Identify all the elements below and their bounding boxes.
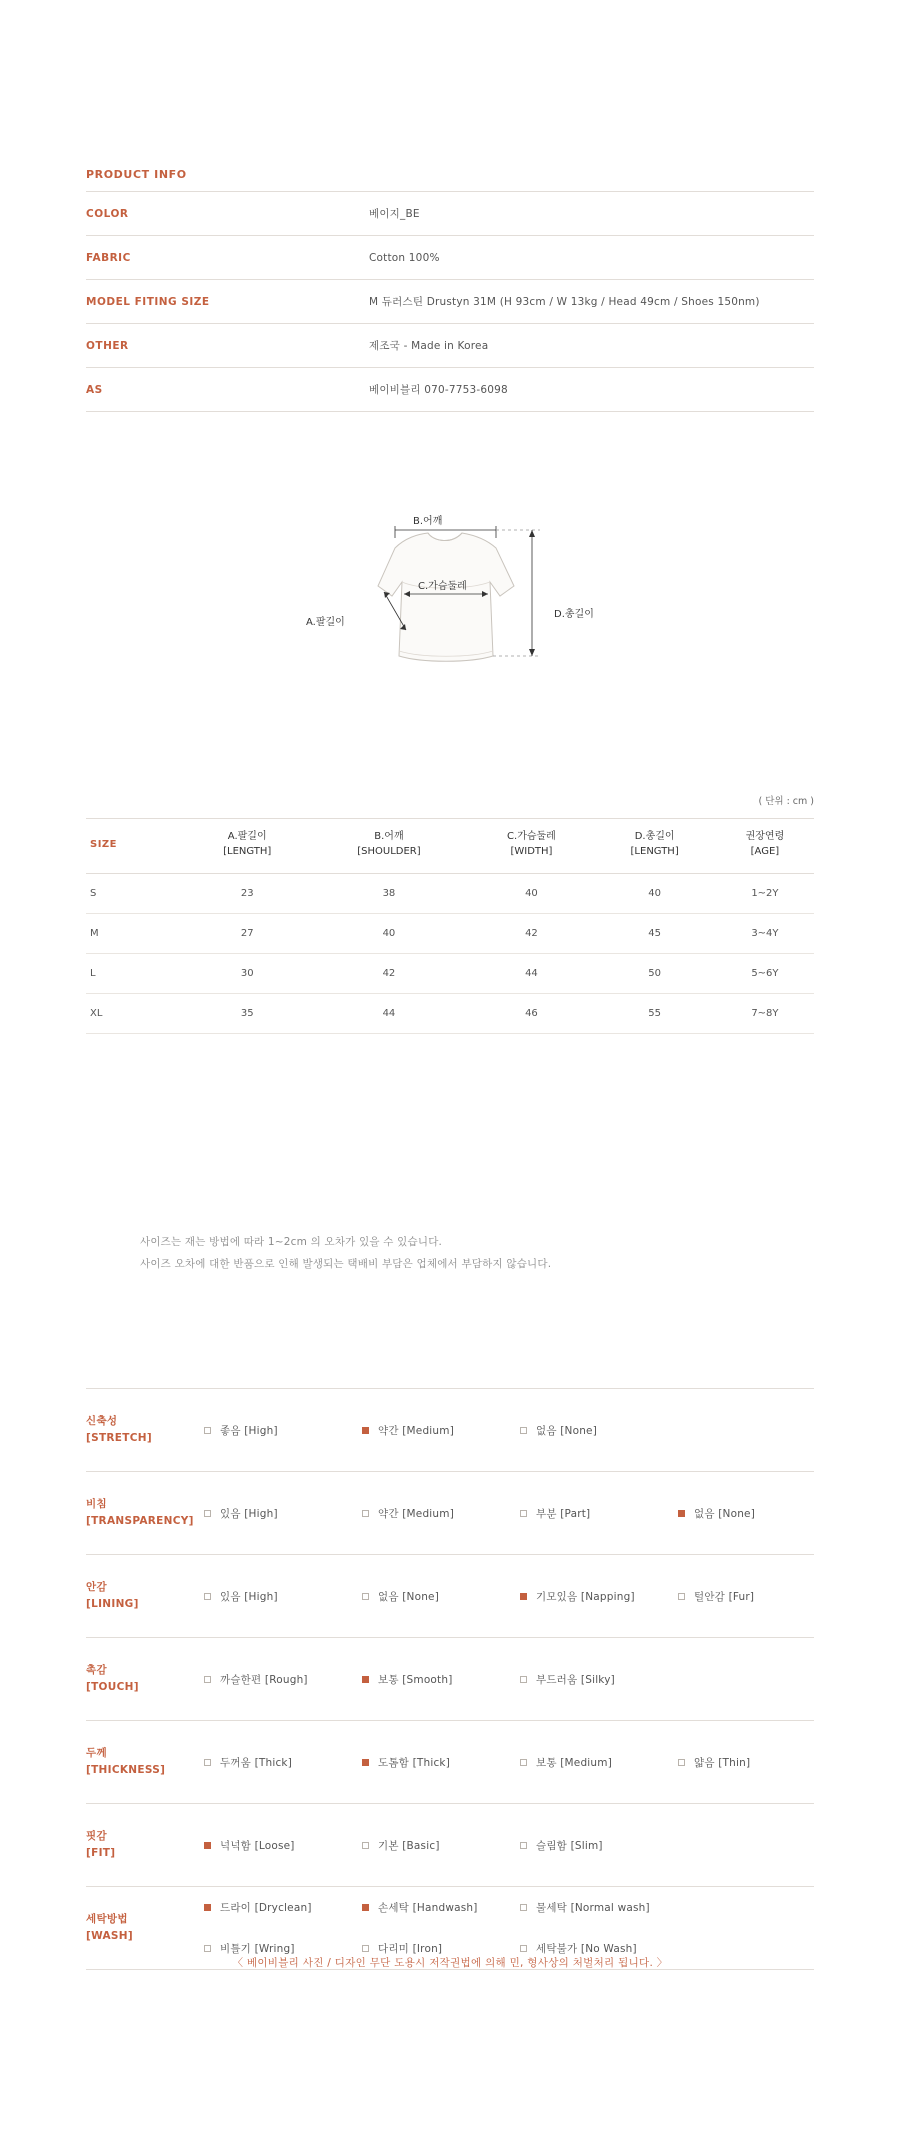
spec-option-label: 다리미 [Iron] [378, 1943, 443, 1955]
spec-option-label: 까슬한편 [Rough] [220, 1673, 308, 1686]
spec-label-wash [86, 1911, 204, 1945]
spec-option-line [204, 1506, 836, 1521]
header-sub: [LENGTH] [223, 846, 272, 857]
spec-options-wash [204, 1900, 814, 1956]
spec-label-en: [TRANSPARENCY] [86, 1515, 194, 1527]
garment-measurement-diagram [300, 516, 630, 720]
header-main: B.어깨 [374, 831, 404, 842]
spec-option[interactable] [520, 1900, 678, 1915]
checkbox-icon[interactable] [520, 1676, 527, 1683]
spec-option-label: 보통 [Smooth] [378, 1673, 453, 1686]
spec-label-fit [86, 1828, 204, 1862]
cell-shoulder: 44 [308, 994, 469, 1034]
spec-options-stretch [204, 1423, 814, 1438]
cell-length: 50 [593, 954, 715, 994]
cell-shoulder: 38 [308, 874, 469, 914]
checkbox-icon[interactable] [520, 1842, 527, 1849]
table-row [86, 914, 814, 954]
spec-label-ko: 촉감 [86, 1664, 107, 1677]
spec-option-line [204, 1838, 814, 1853]
spec-option-label: 비틀기 [Wring] [220, 1943, 295, 1955]
diagram-label-chest: C.가슴둘레 [418, 581, 467, 592]
spec-option[interactable] [204, 1423, 362, 1438]
cell-sleeve: 35 [186, 994, 308, 1034]
copyright-footer: 〈 베이비블리 사진 / 디자인 무단 도용시 저작권법에 의해 민, 형사상의 처벌처리 됩니다. 〉 [232, 1957, 668, 1969]
checkbox-icon[interactable] [204, 1510, 211, 1517]
spec-row-touch [86, 1638, 814, 1721]
cell-width: 44 [469, 954, 593, 994]
spec-option[interactable] [204, 1589, 362, 1604]
spec-option-label: 있음 [High] [220, 1507, 278, 1520]
spec-options-touch [204, 1672, 814, 1687]
spec-options-transparency [204, 1506, 836, 1521]
spec-option[interactable] [362, 1755, 520, 1770]
header-sub: [WIDTH] [510, 846, 553, 857]
spec-option[interactable] [362, 1423, 520, 1438]
cell-length: 40 [593, 874, 715, 914]
size-unit-note: ( 단위 : cm ) [758, 796, 814, 807]
spec-label-thickness [86, 1745, 204, 1779]
header-main: C.가슴둘레 [507, 831, 556, 842]
spec-label-ko: 핏감 [86, 1830, 107, 1843]
spec-options-lining [204, 1589, 836, 1604]
spec-option[interactable] [678, 1589, 836, 1604]
size-chart-header-width [469, 819, 593, 874]
cell-length: 45 [593, 914, 715, 954]
spec-option-label: 세탁불가 [No Wash] [536, 1943, 637, 1955]
spec-option[interactable] [204, 1941, 362, 1956]
cell-age: 7~8Y [716, 994, 814, 1034]
spec-option-label: 넉넉함 [Loose] [220, 1839, 295, 1852]
spec-option[interactable] [204, 1672, 362, 1687]
spec-option[interactable] [520, 1838, 678, 1853]
spec-option[interactable] [204, 1506, 362, 1521]
spec-row-thickness [86, 1721, 814, 1804]
spec-row-stretch [86, 1389, 814, 1472]
checkbox-icon[interactable] [520, 1904, 527, 1911]
cell-size: XL [86, 994, 186, 1034]
spec-label-en: [LINING] [86, 1598, 139, 1610]
checkbox-icon[interactable] [204, 1427, 211, 1434]
checkbox-icon[interactable] [204, 1945, 211, 1952]
spec-option-line [204, 1589, 836, 1604]
spec-option-label: 약간 [Medium] [378, 1507, 455, 1520]
product-info-label: OTHER [86, 339, 129, 352]
table-row [86, 954, 814, 994]
spec-option[interactable] [678, 1506, 836, 1521]
spec-option-label: 드라이 [Dryclean] [220, 1902, 312, 1914]
checkbox-icon[interactable] [204, 1842, 211, 1849]
spec-label-en: [THICKNESS] [86, 1764, 166, 1776]
cell-shoulder: 42 [308, 954, 469, 994]
checkbox-icon[interactable] [204, 1759, 211, 1766]
spec-option-line [204, 1941, 814, 1956]
spec-option[interactable] [520, 1941, 678, 1956]
header-sub: [LENGTH] [630, 846, 679, 857]
spec-label-ko: 세탁방법 [86, 1913, 128, 1926]
spec-option[interactable] [520, 1506, 678, 1521]
spec-option-label: 도톰함 [Thick] [378, 1756, 450, 1769]
spec-option-label: 털안감 [Fur] [694, 1590, 755, 1603]
spec-option-line [204, 1755, 836, 1770]
product-info-row-color [86, 192, 814, 236]
product-info-row-fabric [86, 236, 814, 280]
cell-age: 5~6Y [716, 954, 814, 994]
spec-label-touch [86, 1662, 204, 1696]
spec-option[interactable] [362, 1900, 520, 1915]
checkbox-icon[interactable] [362, 1676, 369, 1683]
checkbox-icon[interactable] [678, 1759, 685, 1766]
spec-option-label: 슬림함 [Slim] [536, 1839, 603, 1852]
cell-width: 42 [469, 914, 593, 954]
spec-label-en: [STRETCH] [86, 1432, 152, 1444]
spec-option-label: 좋음 [High] [220, 1424, 278, 1437]
cell-size: L [86, 954, 186, 994]
size-chart-table [86, 818, 814, 1034]
product-info-value: 베이비블리 070-7753-6098 [369, 384, 508, 396]
spec-option-label: 손세탁 [Handwash] [378, 1902, 478, 1914]
spec-option-label: 부분 [Part] [536, 1507, 591, 1520]
cell-width: 46 [469, 994, 593, 1034]
checkbox-icon[interactable] [520, 1945, 527, 1952]
product-info-label: MODEL FITING SIZE [86, 295, 210, 308]
product-info-label: FABRIC [86, 251, 131, 264]
spec-option-label: 얇음 [Thin] [694, 1756, 751, 1769]
checkbox-icon[interactable] [362, 1510, 369, 1517]
checkbox-icon[interactable] [520, 1593, 527, 1600]
spec-option[interactable] [520, 1423, 678, 1438]
checkbox-icon[interactable] [678, 1510, 685, 1517]
cell-size: M [86, 914, 186, 954]
size-notice [140, 1232, 551, 1275]
spec-option-label: 없음 [None] [694, 1507, 756, 1520]
checkbox-icon[interactable] [678, 1593, 685, 1600]
product-info-row-other [86, 324, 814, 368]
diagram-label-length: D.총길이 [554, 609, 594, 620]
diagram-label-sleeve: A.팔길이 [306, 617, 345, 628]
spec-option[interactable] [204, 1838, 362, 1853]
spec-option[interactable] [362, 1838, 520, 1853]
product-info-value: M 듀러스틴 Drustyn 31M (H 93cm / W 13kg / Head 49cm / Shoes 150nm) [369, 296, 760, 308]
size-chart-header-length [593, 819, 715, 874]
checkbox-icon[interactable] [520, 1759, 527, 1766]
size-chart-header-row [86, 819, 814, 874]
spec-option-label: 기모있음 [Napping] [536, 1590, 635, 1603]
size-notice-line-1: 사이즈는 재는 방법에 따라 1~2cm 의 오차가 있을 수 있습니다. [140, 1236, 443, 1248]
header-sub: [AGE] [750, 846, 780, 857]
spec-option-label: 보통 [Medium] [536, 1756, 613, 1769]
cell-sleeve: 27 [186, 914, 308, 954]
spec-row-fit [86, 1804, 814, 1887]
spec-option-label: 있음 [High] [220, 1590, 278, 1603]
size-notice-line-2: 사이즈 오차에 대한 반품으로 인해 발생되는 택배비 부담은 업체에서 부담하지 않습니다. [140, 1257, 552, 1270]
spec-option-label: 두꺼움 [Thick] [220, 1756, 292, 1769]
spec-label-transparency [86, 1496, 204, 1530]
spec-option[interactable] [362, 1941, 520, 1956]
cell-sleeve: 23 [186, 874, 308, 914]
spec-option-label: 기본 [Basic] [378, 1839, 440, 1852]
product-info-value: 제조국 - Made in Korea [369, 340, 489, 352]
spec-option[interactable] [362, 1589, 520, 1604]
spec-option[interactable] [204, 1900, 362, 1915]
spec-label-en: [FIT] [86, 1847, 116, 1859]
spec-option-label: 물세탁 [Normal wash] [536, 1902, 650, 1914]
spec-option[interactable] [362, 1672, 520, 1687]
spec-option[interactable] [362, 1506, 520, 1521]
product-info-value: Cotton 100% [369, 251, 440, 264]
cell-width: 40 [469, 874, 593, 914]
checkbox-icon[interactable] [362, 1842, 369, 1849]
spec-option[interactable] [520, 1672, 678, 1687]
checkbox-icon[interactable] [362, 1593, 369, 1600]
spec-options-thickness [204, 1755, 836, 1770]
checkbox-icon[interactable] [362, 1427, 369, 1434]
spec-option-line [204, 1672, 814, 1687]
spec-row-lining [86, 1555, 814, 1638]
spec-label-en: [WASH] [86, 1930, 133, 1942]
fabric-spec-table [86, 1388, 814, 1970]
spec-label-ko: 안감 [86, 1581, 107, 1594]
size-chart-body [86, 874, 814, 1034]
spec-option-label: 없음 [None] [378, 1590, 440, 1603]
spec-option-label: 약간 [Medium] [378, 1424, 455, 1437]
cell-size: S [86, 874, 186, 914]
size-chart-header-shoulder [308, 819, 469, 874]
checkbox-icon[interactable] [362, 1759, 369, 1766]
product-info-section [86, 168, 814, 412]
spec-option-line [204, 1423, 814, 1438]
header-main: D.총길이 [634, 831, 675, 842]
size-chart-header-sleeve [186, 819, 308, 874]
spec-label-en: [TOUCH] [86, 1681, 139, 1693]
spec-option[interactable] [520, 1589, 678, 1604]
spec-label-stretch [86, 1413, 204, 1447]
checkbox-icon[interactable] [520, 1427, 527, 1434]
cell-sleeve: 30 [186, 954, 308, 994]
checkbox-icon[interactable] [204, 1676, 211, 1683]
spec-label-ko: 신축성 [86, 1415, 118, 1428]
header-main: A.팔길이 [227, 831, 267, 842]
spec-option-label: 부드러움 [Silky] [536, 1673, 615, 1686]
product-info-label: AS [86, 383, 103, 396]
spec-option[interactable] [678, 1755, 836, 1770]
spec-option[interactable] [520, 1755, 678, 1770]
product-info-row-model-fitting-size [86, 280, 814, 324]
garment-illustration-svg [300, 520, 630, 720]
spec-label-lining [86, 1579, 204, 1613]
diagram-label-shoulder: B.어깨 [413, 516, 443, 527]
size-chart-header-age [716, 819, 814, 874]
cell-shoulder: 40 [308, 914, 469, 954]
spec-option-line [204, 1900, 814, 1915]
header-main: 권장연령 [745, 831, 785, 842]
spec-option[interactable] [204, 1755, 362, 1770]
size-chart-head [86, 819, 814, 874]
cell-age: 3~4Y [716, 914, 814, 954]
checkbox-icon[interactable] [204, 1593, 211, 1600]
checkbox-icon[interactable] [520, 1510, 527, 1517]
spec-option-label: 없음 [None] [536, 1424, 598, 1437]
product-info-title: PRODUCT INFO [86, 168, 814, 192]
product-info-row-as [86, 368, 814, 412]
table-row [86, 994, 814, 1034]
checkbox-icon[interactable] [362, 1904, 369, 1911]
product-info-value: 베이지_BE [369, 208, 420, 220]
size-chart-header-size: SIZE [86, 819, 186, 874]
spec-row-transparency [86, 1472, 814, 1555]
cell-age: 1~2Y [716, 874, 814, 914]
spec-label-ko: 비침 [86, 1498, 107, 1511]
checkbox-icon[interactable] [362, 1945, 369, 1952]
spec-label-ko: 두께 [86, 1747, 107, 1760]
product-info-label: COLOR [86, 207, 129, 220]
header-sub: [SHOULDER] [357, 846, 421, 857]
table-row [86, 874, 814, 914]
checkbox-icon[interactable] [204, 1904, 211, 1911]
cell-length: 55 [593, 994, 715, 1034]
spec-options-fit [204, 1838, 814, 1853]
